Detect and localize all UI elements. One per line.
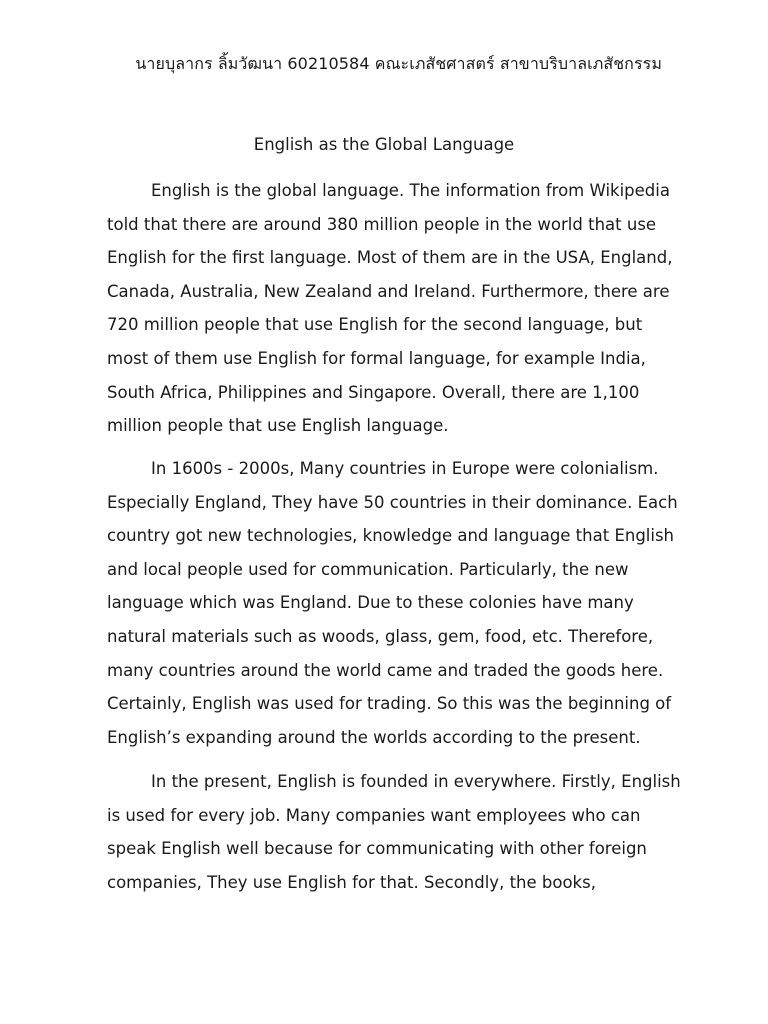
paragraph-line: Certainly, English was used for trading. So this was the beginning of <box>107 694 672 714</box>
paragraph-line: and local people used for communication. Particularly, the new <box>107 559 629 579</box>
paragraph-2 <box>107 452 678 754</box>
paragraph-line: English for the first language. Most of them are in the USA, England, <box>107 248 673 268</box>
paragraph-line: most of them use English for formal language, for example India, <box>107 348 646 368</box>
paragraph-line: told that there are around 380 million people in the world that use <box>107 214 657 234</box>
paragraph-line: million people that use English language. <box>107 416 449 436</box>
document-title: English as the Global Language <box>253 135 515 154</box>
paragraph-line: is used for every job. Many companies want employees who can <box>107 805 641 825</box>
paragraph-line: speak English well because for communicating with other foreign <box>107 839 647 859</box>
paragraph-line: language which was England. Due to these colonies have many <box>107 593 634 613</box>
paragraph-line: Especially England, They have 50 countries in their dominance. Each <box>107 492 678 512</box>
paragraph-line: English’s expanding around the worlds according to the present. <box>107 727 641 747</box>
paragraph-line: In the present, English is founded in everywhere. Firstly, English <box>151 772 681 791</box>
author-header: นายบุลากร ลิ้มวัฒนา 60210584 คณะเภสัชศาสตร์ สาขาบริบาลเภสัชกรรม <box>135 54 662 73</box>
paragraph-line: 720 million people that use English for the second language, but <box>107 315 643 335</box>
paragraph-line: many countries around the world came and traded the goods here. <box>107 660 664 680</box>
paragraph-line: natural materials such as woods, glass, gem, food, etc. Therefore, <box>107 626 654 646</box>
paragraph-3 <box>107 765 681 899</box>
paragraph-line: South Africa, Philippines and Singapore. Overall, there are 1,100 <box>107 382 640 402</box>
paragraph-line: English is the global language. The information from Wikipedia <box>151 181 670 200</box>
paragraph-line: country got new technologies, knowledge and language that English <box>107 526 675 546</box>
paragraph-line: Canada, Australia, New Zealand and Ireland. Furthermore, there are <box>107 281 670 301</box>
paragraph-line: companies, They use English for that. Secondly, the books, <box>107 872 596 892</box>
paragraph-line: In 1600s - 2000s, Many countries in Europe were colonialism. <box>151 459 659 478</box>
paragraph-1 <box>107 174 673 443</box>
